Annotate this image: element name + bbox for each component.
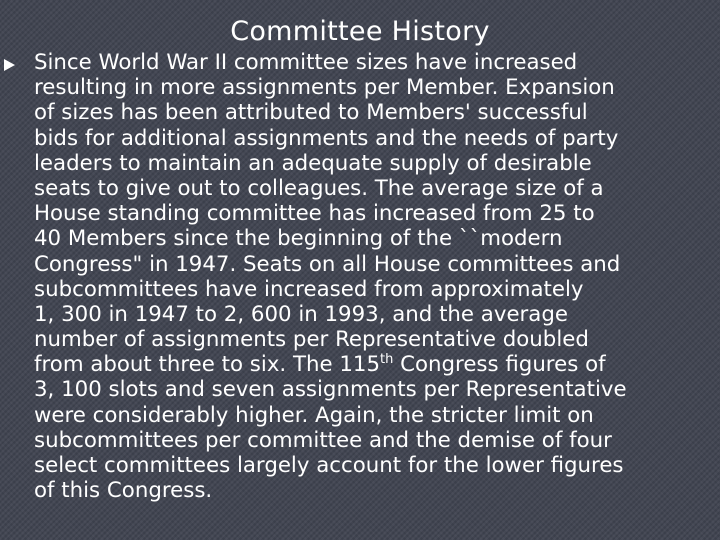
slide-title: Committee History <box>230 16 490 47</box>
bullet-line: Since World War II committee sizes have increased <box>34 50 578 75</box>
bullet-line: select committees largely account for the lower figures <box>34 453 624 478</box>
triangle-bullet-icon <box>4 59 15 71</box>
bullet-line: of this Congress. <box>34 478 213 504</box>
line-text: Congress figures of <box>393 352 606 378</box>
bullet-line: bids for additional assignments and the needs of party <box>34 125 619 151</box>
bullet-line: number of assignments per Representative doubled <box>34 327 589 353</box>
bullet-line: 40 Members since the beginning of the ``modern <box>34 226 563 252</box>
bullet-line: resulting in more assignments per Member. Expansion <box>34 75 615 101</box>
bullet-line: were considerably higher. Again, the stricter limit on <box>34 402 594 428</box>
bullet-line <box>34 352 714 377</box>
bullet-text <box>34 50 714 503</box>
bullet-line: Congress" in 1947. Seats on all House committees and <box>34 251 621 277</box>
bullet-line: subcommittees have increased from approximately <box>34 276 584 302</box>
bullet-item <box>4 50 712 503</box>
bullet-line: 1, 300 in 1947 to 2, 600 in 1993, and the average <box>34 301 568 327</box>
bullet-line: 3, 100 slots and seven assignments per Representative <box>34 377 627 403</box>
bullet-line: of sizes has been attributed to Members' successful <box>34 100 588 126</box>
ordinal-superscript: th <box>380 352 394 368</box>
line-text: from about three to six. The 115 <box>34 352 380 378</box>
bullet-line: leaders to maintain an adequate supply of desirable <box>34 150 592 176</box>
bullet-line: subcommittees per committee and the demise of four <box>34 427 612 453</box>
bullet-line: seats to give out to colleagues. The average size of a <box>34 175 604 201</box>
bullet-line: House standing committee has increased from 25 to <box>34 201 595 227</box>
